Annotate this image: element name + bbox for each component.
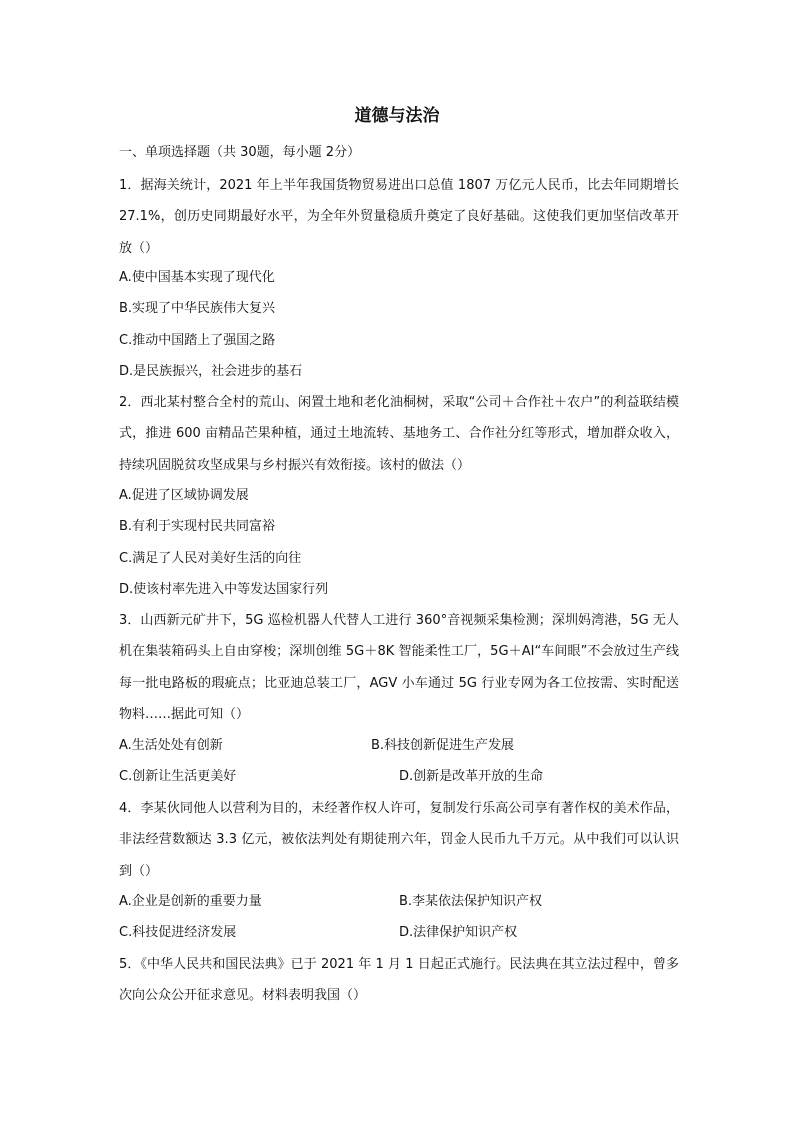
question-4-stem: 4．李某伙同他人以营利为目的，未经著作权人许可，复制发行乐高公司享有著作权的美术作品，非法经营数额达 3.3 亿元，被依法判处有期徒刑六年，罚金人民币九千万元。从中我们可以认识到（） <box>119 801 679 879</box>
question-1-option-a: A.使中国基本实现了现代化 <box>119 270 275 285</box>
question-3-option-d: D.创新是改革开放的生命 <box>399 769 544 784</box>
question-3-stem: 3．山西新元矿井下，5G 巡检机器人代替人工进行 360°音视频采集检测；深圳妈湾港，5G 无人机在集装箱码头上自由穿梭；深圳创维 5G＋8K 智能柔性工厂，5G＋AI“车间眼”不会放过生产线每一批电路板的瑕疵点；比亚迪总装工厂，AGV 小车通过 5G 行业专网为各工位按需、实时配送物料……据此可知（） <box>119 613 679 722</box>
question-1-option-c: C.推动中国踏上了强国之路 <box>119 333 276 348</box>
question-3-option-b: B.科技创新促进生产发展 <box>371 738 515 753</box>
question-1-option-d: D.是民族振兴，社会进步的基石 <box>119 364 303 379</box>
question-3-option-a: A.生活处处有创新 <box>119 738 223 753</box>
section-heading: 一、单项选择题（共 30题，每小题 2分） <box>119 145 361 160</box>
question-2-option-a: A.促进了区域协调发展 <box>119 488 249 503</box>
question-1-stem: 1．据海关统计，2021 年上半年我国货物贸易进出口总值 1807 万亿元人民币，比去年同期增长 27.1%，创历史同期最好水平，为全年外贸量稳质升奠定了良好基础。这使我们更加坚信改革开放（） <box>119 178 679 256</box>
question-4-option-d: D.法律保护知识产权 <box>399 925 518 940</box>
question-5-stem: 5．《中华人民共和国民法典》已于 2021 年 1 月 1 日起正式施行。民法典在其立法过程中，曾多次向公众公开征求意见。材料表明我国（） <box>119 957 679 1004</box>
question-2-option-d: D.使该村率先进入中等发达国家行列 <box>119 582 329 597</box>
question-4-option-c: C.科技促进经济发展 <box>119 925 237 940</box>
question-1-option-b: B.实现了中华民族伟大复兴 <box>119 301 276 316</box>
question-2-stem: 2．西北某村整合全村的荒山、闲置土地和老化油桐树，采取“公司＋合作社＋农户”的利益联结模式，推进 600 亩精品芒果种植，通过土地流转、基地务工、合作社分红等形式，增加群众收入，持续巩固脱贫攻坚成果与乡村振兴有效衔接。该村的做法（） <box>119 395 679 473</box>
question-4-option-b: B.李某依法保护知识产权 <box>399 894 543 909</box>
question-4-option-a: A.企业是创新的重要力量 <box>119 894 262 909</box>
page-title: 道德与法治 <box>354 106 440 126</box>
question-3-option-c: C.创新让生活更美好 <box>119 769 237 784</box>
question-2-option-b: B.有利于实现村民共同富裕 <box>119 519 276 534</box>
question-2-option-c: C.满足了人民对美好生活的向往 <box>119 551 302 566</box>
